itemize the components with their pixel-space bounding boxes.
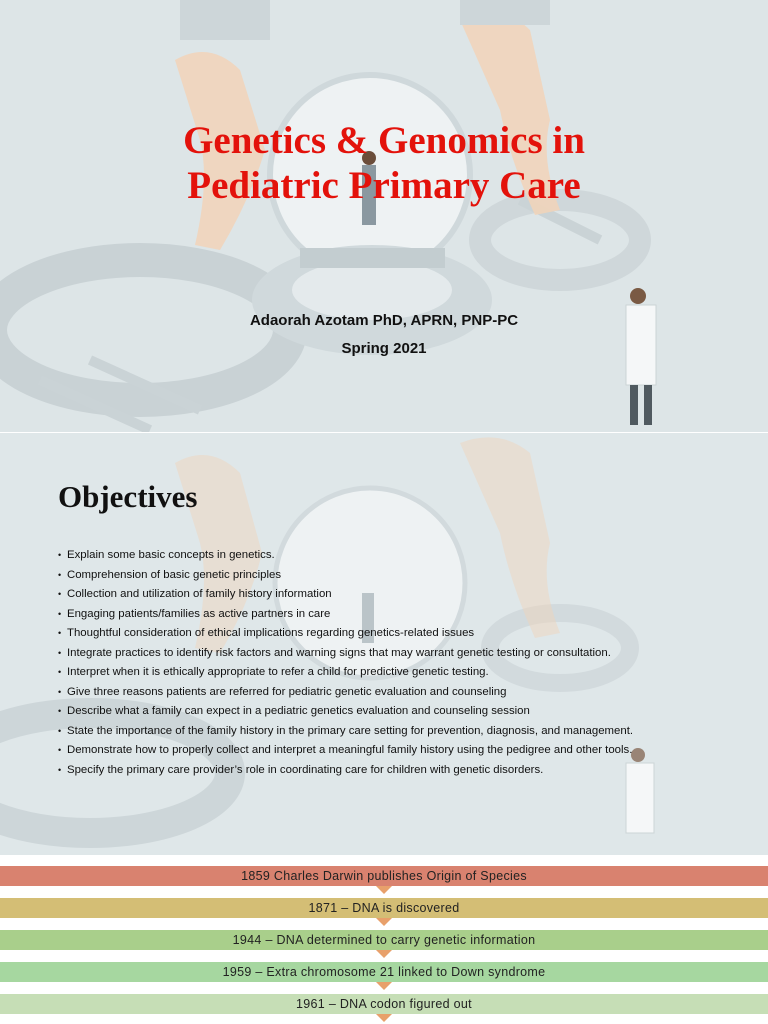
objectives-list — [58, 549, 708, 783]
title-line-2: Pediatric Primary Care — [187, 164, 581, 207]
list-item: • Give three reasons patients are referred for pediatric genetic evaluation and counseling — [58, 686, 708, 699]
title-line-1: Genetics & Genomics in — [183, 119, 585, 162]
list-item: • Engaging patients/families as active partners in care — [58, 608, 708, 621]
timeline-event-label: 1961 – DNA codon figured out — [296, 997, 472, 1011]
objectives-slide — [0, 433, 768, 855]
list-item: • Explain some basic concepts in genetics. — [58, 549, 708, 562]
timeline-event-label: 1959 – Extra chromosome 21 linked to Down syndrome — [222, 965, 546, 979]
timeline-event-bar — [0, 866, 768, 886]
objectives-heading: Objectives — [58, 479, 198, 514]
timeline-event-bar — [0, 994, 768, 1014]
timeline-slide — [0, 856, 768, 1024]
list-item: • Thoughtful consideration of ethical implications regarding genetics-related issues — [58, 627, 708, 640]
list-item: • Demonstrate how to properly collect and interpret a meaningful family history using the pedigree and other tools. — [58, 744, 708, 757]
list-item: • Describe what a family can expect in a pediatric genetics evaluation and counseling session — [58, 705, 708, 718]
list-item: • Collection and utilization of family history information — [58, 588, 708, 601]
term-date: Spring 2021 — [341, 340, 427, 357]
down-arrow-icon — [376, 982, 392, 990]
timeline-event-bar — [0, 930, 768, 950]
down-arrow-icon — [376, 886, 392, 894]
timeline-event-label: 1944 – DNA determined to carry genetic information — [232, 933, 536, 947]
timeline-event-label: 1871 – DNA is discovered — [308, 901, 460, 915]
timeline-event-bar — [0, 962, 768, 982]
list-item: • Specify the primary care provider’s role in coordinating care for children with genetic disorders. — [58, 764, 708, 777]
down-arrow-icon — [376, 1014, 392, 1022]
list-item: • State the importance of the family history in the primary care setting for prevention, diagnosis, and management. — [58, 725, 708, 738]
genetics-background-illustration — [0, 0, 768, 432]
list-item: • Integrate practices to identify risk factors and warning signs that may warrant genetic testing or consultation. — [58, 647, 708, 660]
timeline-event-label: 1859 Charles Darwin publishes Origin of Species — [241, 869, 527, 883]
author-name: Adaorah Azotam PhD, APRN, PNP-PC — [249, 312, 519, 329]
down-arrow-icon — [376, 918, 392, 926]
timeline-event-bar — [0, 898, 768, 918]
list-item: • Comprehension of basic genetic principles — [58, 569, 708, 582]
presentation-title — [0, 118, 768, 208]
title-slide — [0, 0, 768, 432]
down-arrow-icon — [376, 950, 392, 958]
list-item: • Interpret when it is ethically appropriate to refer a child for predictive genetic testing. — [58, 666, 708, 679]
